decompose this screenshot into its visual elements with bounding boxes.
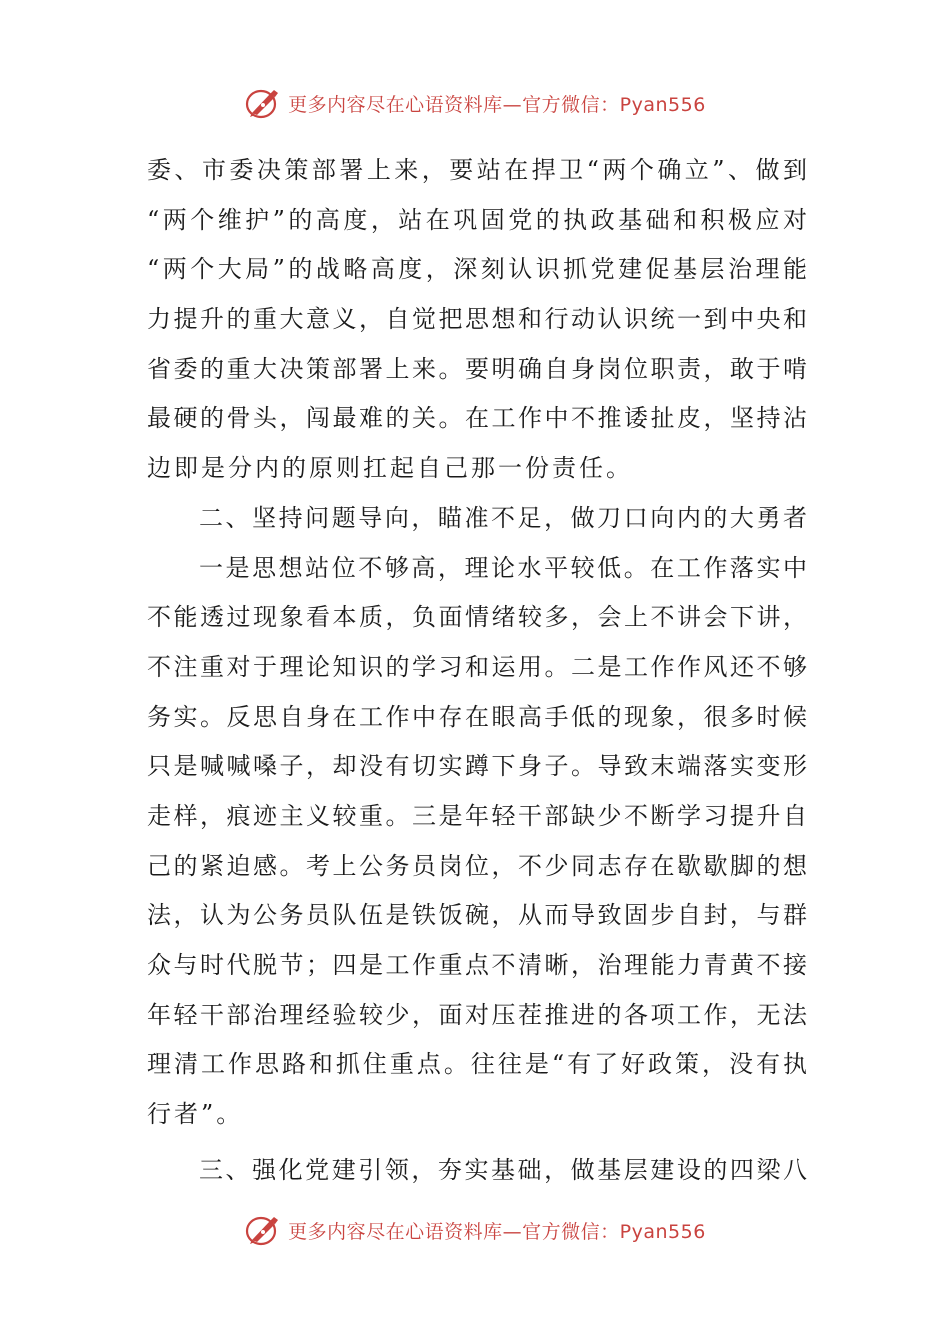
pen-seal-logo-icon (244, 1213, 282, 1247)
header-banner-text: 更多内容尽在心语资料库—官方微信：Pyan556 (288, 93, 706, 116)
footer-banner (0, 1210, 950, 1250)
text-line: “两个大局”的战略高度，深刻认识抓党建促基层治理能 (147, 255, 807, 284)
text-line: 一是思想站位不够高，理论水平较低。在工作落实中 (199, 553, 807, 582)
text-line: 务实。反思自身在工作中存在眼高手低的现象，很多时候 (147, 702, 807, 731)
text-line: 委、市委决策部署上来，要站在捍卫“两个确立”、做到 (147, 156, 807, 184)
text-line: 众与时代脱节；四是工作重点不清晰，治理能力青黄不接 (147, 951, 807, 979)
text-line: 理清工作思路和抓住重点。往往是“有了好政策，没有执 (147, 1050, 807, 1079)
text-line: 不注重对于理论知识的学习和运用。二是工作作风还不够 (147, 652, 807, 681)
text-line: “两个维护”的高度，站在巩固党的执政基础和积极应对 (147, 205, 807, 234)
document-body (147, 146, 807, 1195)
pen-seal-logo-icon (244, 86, 282, 120)
section-heading-2: 二、坚持问题导向，瞄准不足，做刀口向内的大勇者 (199, 503, 807, 532)
header-banner (0, 83, 950, 123)
text-line: 省委的重大决策部署上来。要明确自身岗位职责，敢于啃 (147, 354, 807, 383)
text-line: 年轻干部治理经验较少，面对压茬推进的各项工作，无法 (147, 1000, 807, 1029)
text-line: 最硬的骨头，闯最难的关。在工作中不推诿扯皮，坚持沾 (147, 404, 807, 433)
section-heading-3: 三、强化党建引领，夯实基础，做基层建设的四梁八 (199, 1155, 807, 1184)
text-line: 法，认为公务员队伍是铁饭碗，从而导致固步自封，与群 (147, 901, 807, 930)
text-line: 只是喊喊嗓子，却没有切实蹲下身子。导致末端落实变形 (147, 752, 807, 781)
text-line: 力提升的重大意义，自觉把思想和行动认识统一到中央和 (147, 305, 807, 334)
text-line: 不能透过现象看本质，负面情绪较多，会上不讲会下讲， (147, 603, 807, 632)
text-line: 走样，痕迹主义较重。三是年轻干部缺少不断学习提升自 (147, 801, 807, 830)
text-line: 边即是分内的原则扛起自己那一份责任。 (147, 454, 633, 483)
footer-banner-text: 更多内容尽在心语资料库—官方微信：Pyan556 (288, 1220, 706, 1243)
text-line: 行者”。 (147, 1100, 244, 1129)
text-line: 己的紧迫感。考上公务员岗位，不少同志存在歇歇脚的想 (147, 851, 807, 880)
